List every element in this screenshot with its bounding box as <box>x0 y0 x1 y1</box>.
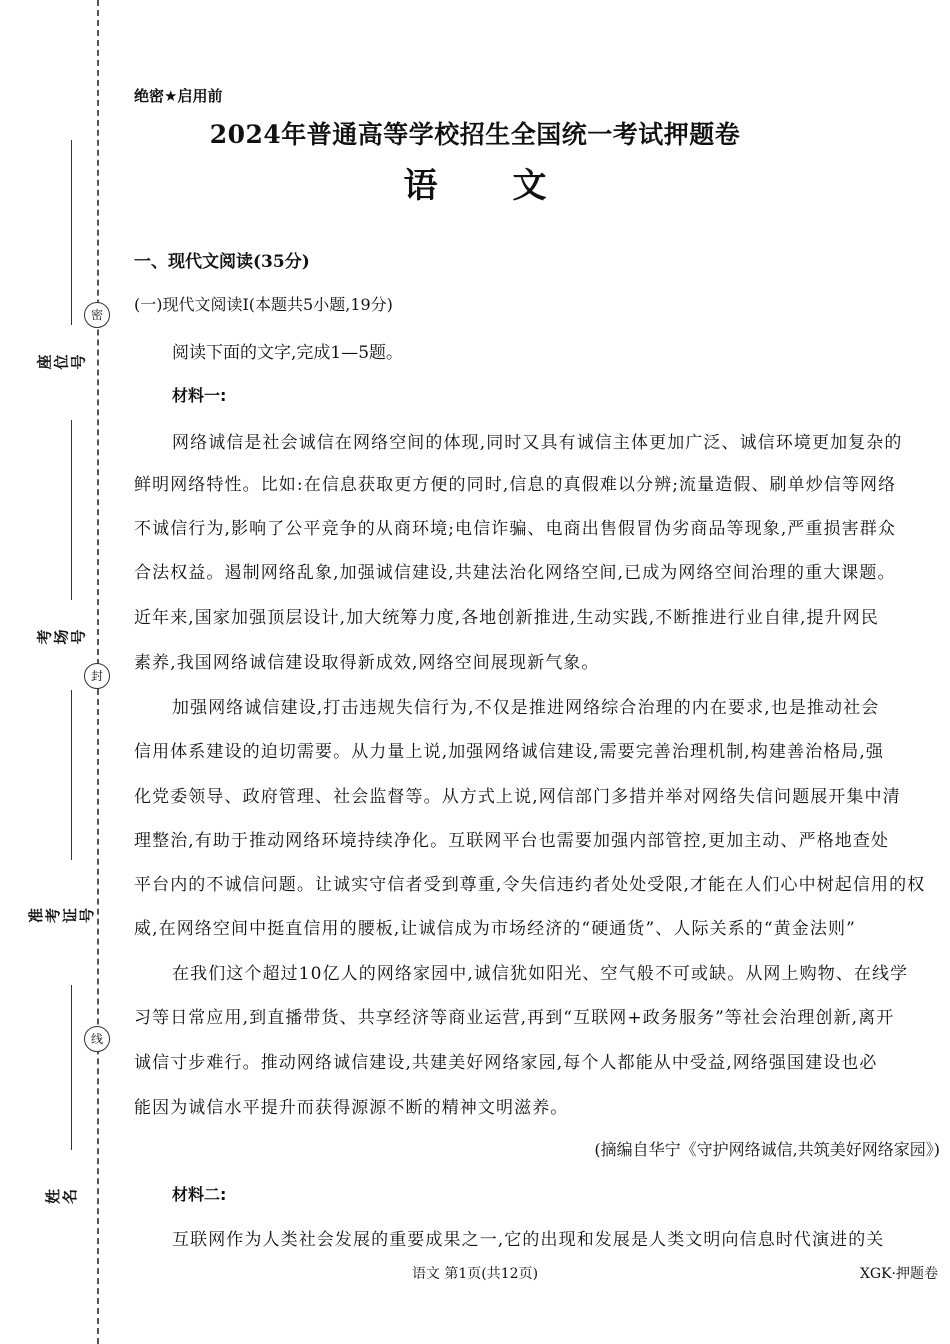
name-line <box>71 985 72 1150</box>
text-line: 威,在网络空间中挺直信用的腰板,让诚信成为市场经济的“硬通货”、人际关系的“黄金法则” <box>134 919 856 939</box>
material-two-heading: 材料二: <box>172 1185 227 1204</box>
text-line: 平台内的不诚信问题。让诚实守信者受到尊重,令失信违约者处处受限,才能在人们心中树起信用的权 <box>134 875 926 895</box>
text-line: 理整治,有助于推动网络环境持续净化。互联网平台也需要加强内部管控,更加主动、严格地查处 <box>134 831 890 851</box>
text-line: 化党委领导、政府管理、社会监督等。从方式上说,网信部门多措并举对网络失信问题展开集中清 <box>134 787 901 807</box>
source-citation: (摘编自华宁《守护网络诚信,共筑美好网络家园》) <box>594 1140 940 1159</box>
text-line: 合法权益。遏制网络乱象,加强诚信建设,共建法治化网络空间,已成为网络空间治理的重大课题。 <box>134 563 896 583</box>
seal-feng: 封 <box>84 663 110 689</box>
text-line: 互联网作为人类社会发展的重要成果之一,它的出现和发展是人类文明向信息时代演进的关 <box>172 1230 885 1250</box>
exam-room-label: 考场号 <box>35 629 88 645</box>
paper-code: XGK·押题卷 <box>859 1266 938 1282</box>
confidential-mark: 绝密★启用前 <box>134 87 223 105</box>
material-one-heading: 材料一: <box>172 386 227 405</box>
seat-number-label: 座位号 <box>35 354 88 370</box>
text-line: 素养,我国网络诚信建设取得新成效,网络空间展现新气象。 <box>134 653 600 673</box>
text-line: 诚信寸步难行。推动网络诚信建设,共建美好网络家园,每个人都能从中受益,网络强国建设也必 <box>134 1053 878 1073</box>
exam-title: 2024年普通高等学校招生全国统一考试押题卷 <box>209 120 741 149</box>
exam-room-line <box>71 420 72 600</box>
text-line: 能因为诚信水平提升而获得源源不断的精神文明滋养。 <box>134 1098 569 1118</box>
text-line: 不诚信行为,影响了公平竞争的从商环境;电信诈骗、电商出售假冒伪劣商品等现象,严重损害群众 <box>134 519 896 539</box>
text-line: 信用体系建设的迫切需要。从力量上说,加强网络诚信建设,需要完善治理机制,构建善治格局,强 <box>134 742 885 762</box>
text-line: 鲜明网络特性。比如:在信息获取更方便的同时,信息的真假难以分辨;流量造假、刷单炒信等网络 <box>134 475 897 495</box>
page-number: 语文 第1页(共12页) <box>411 1266 539 1282</box>
section-heading: 一、现代文阅读(35分) <box>134 252 310 272</box>
text-line: 加强网络诚信建设,打击违规失信行为,不仅是推进网络综合治理的内在要求,也是推动社会 <box>172 698 880 718</box>
admission-number-label: 准考证号 <box>27 907 96 923</box>
text-line: 在我们这个超过10亿人的网络家园中,诚信犹如阳光、空气般不可或缺。从网上购物、在线学 <box>172 964 909 984</box>
text-line: 网络诚信是社会诚信在网络空间的体现,同时又具有诚信主体更加广泛、诚信环境更加复杂的 <box>172 433 903 453</box>
admission-number-line <box>71 690 72 860</box>
text-line: 近年来,国家加强顶层设计,加大统筹力度,各地创新推进,生动实践,不断推进行业自律,提升网民 <box>134 608 879 628</box>
text-line: 习等日常应用,到直播带货、共享经济等商业运营,再到“互联网+政务服务”等社会治理创新,离开 <box>134 1008 895 1028</box>
seal-xian: 线 <box>84 1026 110 1052</box>
reading-instruction: 阅读下面的文字,完成1—5题。 <box>172 343 404 363</box>
subsection-heading: (一)现代文阅读Ⅰ(本题共5小题,19分) <box>134 295 393 314</box>
name-label: 姓名 <box>44 1188 79 1204</box>
seal-mi: 密 <box>84 302 110 328</box>
subject-title: 语文 <box>403 166 622 206</box>
